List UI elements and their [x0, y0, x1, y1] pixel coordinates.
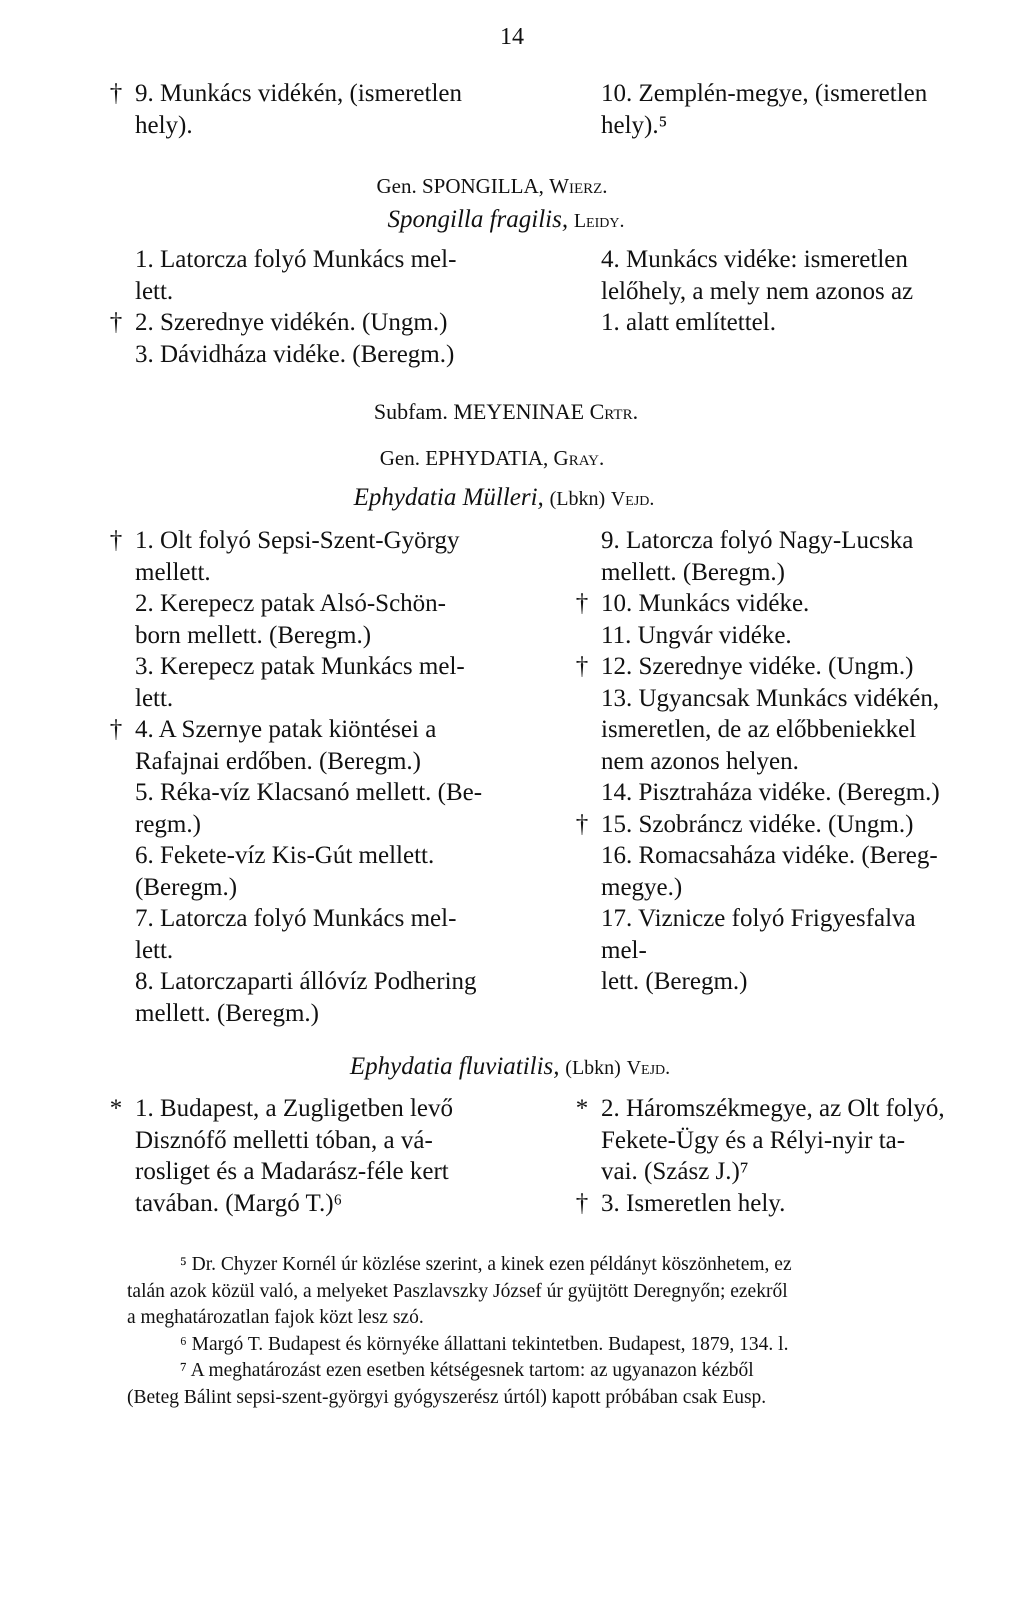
entry-line: rosliget és a Madarász-féle kert: [135, 1158, 449, 1185]
asterisk-mark-icon: *: [575, 1095, 589, 1122]
entry-line: 2. Háromszékmegye, az Olt folyó,: [601, 1095, 945, 1122]
footnotes: [127, 1252, 955, 1411]
species-author-paren: (Lbkn): [565, 1057, 621, 1079]
footnote-7-line-1: ⁷ A meghatározást ezen esetben kétségesnek tartom: az ugyanazon kézből: [180, 1360, 754, 1381]
entry-line: 3. Ismeretlen hely.: [601, 1189, 786, 1217]
genus-name: Gen. SPONGILLA,: [376, 174, 544, 198]
footnote-5-line-3: a meghatározatlan fajok közt lesz szó.: [127, 1307, 424, 1328]
asterisk-mark-icon: *: [109, 1095, 123, 1122]
list-item: [135, 244, 520, 307]
entry-line: 11. Ungvár vidéke.: [601, 621, 792, 649]
block4-right-column: [575, 1093, 955, 1219]
genus-heading-spongilla: [0, 171, 1024, 203]
footnote-5-line-1: ⁵ Dr. Chyzer Kornél úr közlése szerint, a kinek ezen példányt köszönhetem, ez: [180, 1254, 792, 1275]
entry-line: nem azonos helyen.: [601, 747, 799, 775]
entry-line: megye.): [601, 873, 683, 901]
list-item: [575, 809, 955, 841]
entry-line: 4. Munkács vidéke: ismeretlen: [601, 246, 908, 273]
list-item: [109, 525, 520, 588]
entry-line: 5. Réka-víz Klacsanó mellett. (Be-: [135, 779, 483, 806]
list-item: [601, 78, 955, 141]
entry-line: vai. (Szász J.)⁷: [601, 1158, 749, 1185]
entry-line: 3. Dávidháza vidéke. (Beregm.): [135, 340, 455, 368]
entry-line: 2. Kerepecz patak Alsó-Schön-: [135, 590, 446, 617]
list-item: [135, 651, 520, 714]
entry-line: 7. Latorcza folyó Munkács mel-: [135, 905, 457, 932]
subfamily-author: Crtr.: [589, 399, 639, 424]
entry-line: 16. Romacsaháza vidéke. (Bereg-: [601, 842, 938, 869]
genus-author: Wierz.: [549, 174, 608, 198]
dagger-mark-icon: †: [109, 309, 123, 336]
list-item: [601, 244, 955, 339]
genus-author: Gray.: [553, 446, 605, 470]
species-name: Ephydatia fluviatilis,: [349, 1053, 560, 1080]
list-item: [575, 1093, 955, 1188]
entry-line: hely).: [135, 111, 193, 139]
list-item: [135, 588, 520, 651]
entry-line: ismeretlen, de az előbbeniekkel: [601, 716, 917, 743]
entry-line: 1. alatt említettel.: [601, 309, 776, 336]
species-author-paren: (Lbkn): [549, 488, 606, 510]
dagger-mark-icon: †: [109, 80, 123, 107]
subfamily-name: Subfam. MEYENINAE: [373, 399, 585, 424]
entry-line: lett.: [135, 936, 174, 964]
entry-line: regm.): [135, 810, 201, 838]
list-item: [601, 840, 955, 903]
list-item: [601, 683, 955, 778]
list-item: [135, 903, 520, 966]
entry-line: lelőhely, a mely nem azonos az: [601, 277, 914, 305]
list-item: [135, 966, 520, 1029]
entry-line: born mellett. (Beregm.): [135, 621, 372, 649]
list-item: [601, 620, 955, 652]
entry-line: 12. Szerednye vidéke. (Ungm.): [601, 653, 914, 680]
species-author: Leidy.: [573, 210, 625, 232]
entry-line: mellett. (Beregm.): [135, 999, 319, 1027]
entry-line: 10. Munkács vidéke.: [601, 590, 810, 617]
block1-right-column: [601, 78, 955, 141]
dagger-mark-icon: †: [575, 590, 589, 617]
entry-line: lett. (Beregm.): [601, 968, 748, 995]
entry-line: lett.: [135, 277, 174, 305]
species-heading-ephydatia-muelleri: [0, 482, 1024, 516]
list-item: [109, 78, 520, 141]
dagger-mark-icon: †: [575, 810, 589, 838]
entry-line: 8. Latorczaparti állóvíz Podhering: [135, 968, 477, 995]
entry-line: 13. Ugyancsak Munkács vidékén,: [601, 684, 940, 712]
list-item: [135, 339, 520, 371]
entry-line: 2. Szerednye vidékén. (Ungm.): [135, 309, 448, 336]
entry-line: 1. Budapest, a Zugligetben levő: [135, 1095, 453, 1122]
list-item: [109, 1093, 520, 1219]
entry-line: (Beregm.): [135, 873, 238, 901]
block3-left-column: [109, 525, 520, 1029]
list-item: [575, 651, 955, 683]
entry-line: Fekete-Ügy és a Rélyi-nyir ta-: [601, 1126, 906, 1154]
list-item: [575, 588, 955, 620]
entry-line: 17. Viznicze folyó Frigyesfalva mel-: [601, 905, 916, 964]
list-item: [109, 714, 520, 777]
list-item: [135, 777, 520, 840]
entry-line: mellett. (Beregm.): [601, 558, 785, 586]
footnote-7-line-2: (Beteg Bálint sepsi-szent-györgyi gyógyszerész úrtól) kapott próbában csak Eusp.: [127, 1386, 767, 1408]
dagger-mark-icon: †: [575, 653, 589, 680]
dagger-mark-icon: †: [575, 1189, 589, 1217]
list-item: [601, 525, 955, 588]
footnote-6: ⁶ Margó T. Budapest és környéke állattani tekintetben. Budapest, 1879, 134. l.: [180, 1333, 789, 1355]
list-item: [109, 307, 520, 339]
entry-line: tavában. (Margó T.)⁶: [135, 1189, 343, 1217]
species-name: Ephydatia Mülleri,: [353, 484, 544, 511]
species-author: Vejd.: [610, 488, 655, 510]
entry-line: 10. Zemplén-megye, (ismeretlen: [601, 80, 928, 107]
entry-line: mellett.: [135, 558, 211, 586]
species-name: Spongilla fragilis,: [387, 206, 569, 233]
block3-right-column: [575, 525, 955, 998]
subfamily-heading: [0, 396, 1024, 428]
entry-line: lett.: [135, 684, 174, 712]
entry-line: 1. Latorcza folyó Munkács mel-: [135, 246, 457, 273]
species-heading-spongilla-fragilis: [0, 204, 1024, 238]
list-item: [601, 777, 955, 809]
dagger-mark-icon: †: [109, 527, 123, 554]
entry-line: 15. Szobráncz vidéke. (Ungm.): [601, 810, 914, 838]
list-item: [575, 1188, 955, 1220]
entry-line: 3. Kerepecz patak Munkács mel-: [135, 653, 465, 680]
block4-left-column: [109, 1093, 520, 1219]
block2-left-column: [109, 244, 520, 370]
entry-line: 14. Pisztraháza vidéke. (Beregm.): [601, 779, 940, 806]
entry-line: Rafajnai erdőben. (Beregm.): [135, 747, 421, 775]
page-number: 14: [500, 24, 524, 50]
genus-heading-ephydatia: [0, 443, 1024, 475]
genus-name: Gen. EPHYDATIA,: [379, 446, 549, 470]
entry-line: 4. A Szernye patak kiöntései a: [135, 716, 437, 743]
entry-line: hely).⁵: [601, 111, 668, 139]
list-item: [135, 840, 520, 903]
species-author: Vejd.: [626, 1057, 671, 1079]
footnote-5-line-2: talán azok közül való, a melyeket Paszlavszky József úr gyüjtött Deregnyőn; ezekről: [127, 1280, 788, 1302]
entry-line: 1. Olt folyó Sepsi-Szent-György: [135, 527, 460, 554]
entry-line: 9. Munkács vidékén, (ismeretlen: [135, 80, 462, 107]
block2-right-column: [601, 244, 955, 339]
block1-left-column: [109, 78, 520, 141]
dagger-mark-icon: †: [109, 716, 123, 743]
entry-line: 9. Latorcza folyó Nagy-Lucska: [601, 527, 914, 554]
list-item: [601, 903, 955, 998]
entry-line: Disznófő melletti tóban, a vá-: [135, 1126, 433, 1154]
entry-line: 6. Fekete-víz Kis-Gút mellett.: [135, 842, 435, 869]
species-heading-ephydatia-fluviatilis: [0, 1051, 1024, 1085]
